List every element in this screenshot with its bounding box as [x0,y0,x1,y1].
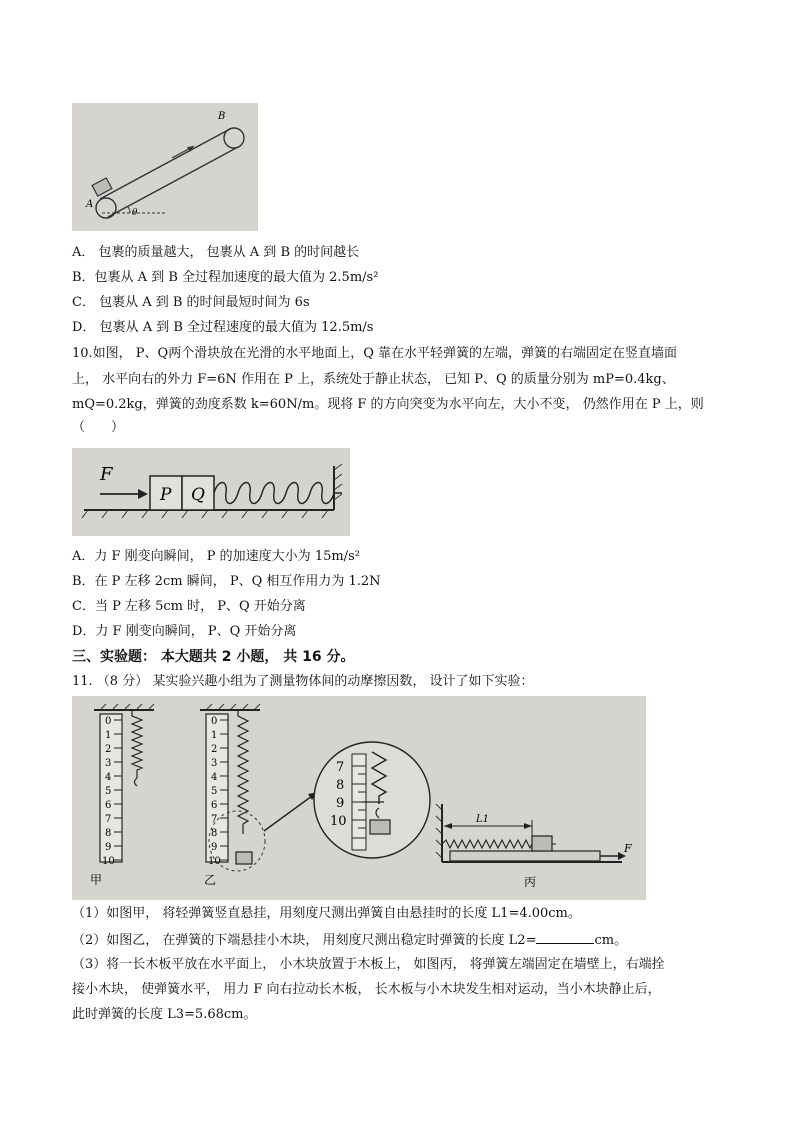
spring-experiment-diagram [72,696,646,900]
incline-diagram [72,103,258,231]
scale-jia-4: 4 [105,772,112,783]
answer-blank-l2 [536,931,594,944]
label-bing: 丙 [524,875,537,889]
scale-jia-5: 5 [105,786,112,797]
q10-line-2: 上， 水平向右的外力 F=6N 作用在 P 上，系统处于静止状态， 已知 P、Q 的质量分别为 mP=0.4kg、 [72,372,675,387]
scale-jia-2: 2 [105,744,112,755]
q10-line-4: （ ） [72,420,125,435]
section-3-title: 三、实验题： 本大题共 2 小题， 共 16 分。 [72,649,355,665]
scale-jia-7: 7 [105,814,112,825]
scale-jia-6: 6 [105,800,112,811]
scale-yi-3: 3 [211,758,218,769]
scale-yi-9: 9 [211,842,218,853]
scale-jia-0: 0 [105,716,112,727]
q9-option-a: A． 包裹的质量越大， 包裹从 A 到 B 的时间越长 [72,245,360,260]
scale-yi-10: 10 [208,856,221,867]
q10-line-1: 10.如图， P、Q两个滑块放在光滑的水平地面上，Q 靠在水平轻弹簧的左端，弹簧的右端固定在竖直墙面 [72,346,678,361]
label-yi: 乙 [204,873,217,887]
q11-step-2-unit: cm。 [594,933,628,948]
q9-option-c: C． 包裹从 A 到 B 的时间最短时间为 6s [72,295,310,310]
blocks-spring-diagram [72,448,350,536]
label-f: F [100,464,113,485]
q11-intro: 11. （8 分） 某实验兴趣小组为了测量物体间的动摩擦因数， 设计了如下实验： [72,674,534,689]
label-l1: L1 [476,814,490,825]
scale-jia-10: 10 [102,856,115,867]
q11-step-1: （1）如图甲， 将轻弹簧竖直悬挂，用刻度尺测出弹簧自由悬挂时的长度 L1=4.00cm。 [72,906,581,921]
zoom-scale-7: 7 [336,760,345,775]
scale-jia-1: 1 [105,730,112,741]
label-p: P [160,485,172,505]
q9-option-b: B．包裹从 A 到 B 全过程加速度的最大值为 2.5m/s² [72,270,379,285]
scale-yi-6: 6 [211,800,218,811]
label-jia: 甲 [90,873,103,887]
label-a: A [86,199,94,210]
q11-step-2-text: （2）如图乙， 在弹簧的下端悬挂小木块， 用刻度尺测出稳定时弹簧的长度 L2= [72,933,537,948]
scale-yi-1: 1 [211,730,218,741]
zoom-scale-9: 9 [336,796,345,811]
scale-yi-4: 4 [211,772,218,783]
scale-yi-0: 0 [211,716,218,727]
q10-line-3: mQ=0.2kg，弹簧的劲度系数 k=60N/m。现将 F 的方向突变为水平向左，大小不变， 仍然作用在 P 上，则 [72,397,704,412]
scale-yi-5: 5 [211,786,218,797]
q11-step-3-line-1: （3）将一长木板平放在水平面上， 小木块放置于木板上， 如图丙， 将弹簧左端固定在墙壁上，右端拴 [72,957,665,972]
scale-yi-2: 2 [211,744,218,755]
q9-option-d: D． 包裹从 A 到 B 全过程速度的最大值为 12.5m/s [72,320,374,335]
label-q: Q [191,485,205,505]
label-theta: θ [132,208,138,218]
scale-yi-7: 7 [211,814,218,825]
scale-jia-9: 9 [105,842,112,853]
spring-experiment-figure [72,696,646,900]
blocks-spring-figure [72,448,350,536]
q11-step-3-line-3: 此时弹簧的长度 L3=5.68cm。 [72,1007,257,1022]
scale-jia-8: 8 [105,828,112,839]
q10-option-b: B．在 P 左移 2cm 瞬间， P、Q 相互作用力为 1.2N [72,574,381,589]
q10-option-c: C．当 P 左移 5cm 时， P、Q 开始分离 [72,599,306,614]
label-force-f: F [624,842,632,855]
q10-option-a: A．力 F 刚变向瞬间， P 的加速度大小为 15m/s² [72,549,360,564]
q11-step-2 [72,931,627,949]
label-b: B [218,111,226,122]
scale-jia-3: 3 [105,758,112,769]
q11-step-3-line-2: 接小木块， 使弹簧水平， 用力 F 向右拉动长木板， 长木板与小木块发生相对运动，当小木块静止后， [72,982,661,997]
zoom-scale-8: 8 [336,778,345,793]
zoom-scale-10: 10 [330,814,347,829]
scale-yi-8: 8 [211,828,218,839]
q10-option-d: D．力 F 刚变向瞬间， P、Q 开始分离 [72,624,297,639]
incline-figure [72,103,258,231]
